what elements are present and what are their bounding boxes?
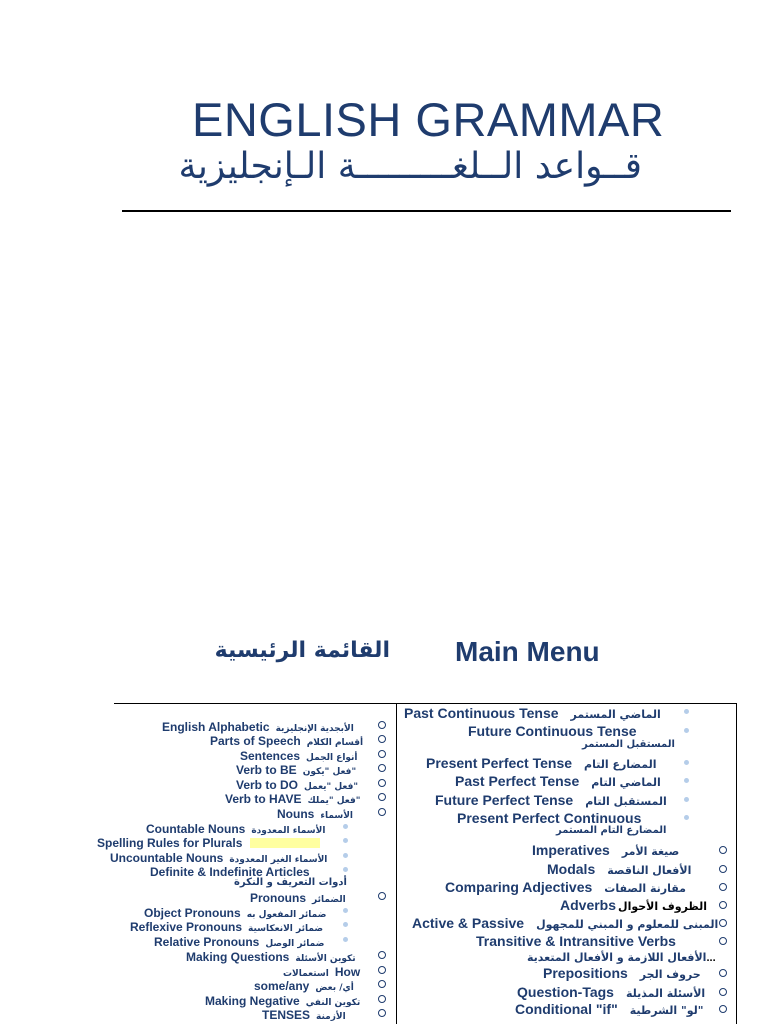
bullet-circle-icon (378, 779, 386, 787)
menu-link-past-perfect[interactable]: Past Perfect Tense الماضي التام (455, 773, 661, 789)
articles-arabic-label: أدوات التعريف و النكرة (234, 877, 347, 888)
bullet-circle-icon (719, 988, 727, 996)
menu-link-modals[interactable]: Modals الأفعال الناقصة (547, 861, 692, 877)
menu-link-active-passive[interactable]: Active & Passive المبنى للمعلوم و المبني للمجهول (412, 915, 719, 931)
menu-link-english-alphabetic[interactable]: English Alphabetic الأبجدية الإنجليزية (162, 720, 354, 734)
bullet-circle-icon (719, 883, 727, 891)
bullet-dot-icon (343, 908, 348, 913)
future-continuous-arabic-label: المستقبل المستمر (582, 739, 675, 750)
menu-link-tenses[interactable]: TENSES الأزمنة (262, 1008, 346, 1022)
menu-link-making-questions[interactable]: Making Questions تكوين الأسئلة (186, 950, 356, 964)
menu-column-divider (396, 703, 397, 1024)
menu-link-sentences[interactable]: Sentences أنواع الجمل (240, 749, 358, 763)
highlight-mark (250, 838, 320, 848)
menu-link-object-pronouns[interactable]: Object Pronouns ضمائر المفعول به (144, 906, 327, 920)
menu-link-future-perfect[interactable]: Future Perfect Tense المستقبل التام (435, 792, 667, 808)
bullet-dot-icon (343, 853, 348, 858)
bullet-circle-icon (719, 1005, 727, 1013)
menu-link-parts-of-speech[interactable]: Parts of Speech أقسام الكلام (210, 734, 364, 748)
bullet-circle-icon (378, 750, 386, 758)
menu-link-reflexive-pronouns[interactable]: Reflexive Pronouns ضمائر الانعكاسية (130, 920, 324, 934)
bullet-dot-icon (684, 760, 689, 765)
present-perfect-continuous-arabic-label: المضارع التام المستمر (556, 825, 667, 836)
bullet-circle-icon (378, 793, 386, 801)
title-english: ENGLISH GRAMMAR (192, 93, 665, 146)
bullet-circle-icon (719, 937, 727, 945)
menu-link-relative-pronouns[interactable]: Relative Pronouns ضمائر الوصل (154, 935, 325, 949)
menu-link-verb-to-do[interactable]: Verb to DO فعل "يعمل" (236, 778, 359, 792)
menu-link-transitive-intransitive[interactable]: Transitive & Intransitive Verbs (476, 933, 676, 949)
bullet-dot-icon (684, 797, 689, 802)
menu-link-prepositions[interactable]: Prepositions حروف الجر (543, 965, 701, 981)
menu-link-nouns[interactable]: Nouns الأسماء (277, 807, 353, 821)
bullet-dot-icon (684, 778, 689, 783)
menu-link-articles[interactable]: Definite & Indefinite Articles (150, 865, 310, 879)
bullet-dot-icon (343, 824, 348, 829)
bullet-dot-icon (684, 709, 689, 714)
bullet-dot-icon (343, 922, 348, 927)
bullet-circle-icon (378, 721, 386, 729)
transitive-arabic-label: الأفعال اللازمة و الأفعال المتعدية... (527, 951, 716, 964)
bullet-dot-icon (684, 815, 689, 820)
menu-link-verb-to-have[interactable]: Verb to HAVE فعل "يملك" (225, 792, 361, 806)
menu-link-comparing-adjectives[interactable]: Comparing Adjectives مقارنة الصفات (445, 879, 686, 895)
menu-link-conditional-if[interactable]: Conditional "if" لو" الشرطية" (515, 1001, 704, 1017)
bullet-dot-icon (343, 867, 348, 872)
menu-link-present-perfect-continuous[interactable]: Present Perfect Continuous (457, 810, 642, 826)
menu-link-imperatives[interactable]: Imperatives صيغة الأمر (532, 842, 680, 858)
menu-link-question-tags[interactable]: Question-Tags الأسئلة المذيلة (517, 984, 706, 1000)
menu-link-adverbs[interactable]: Adverbs الظروف الأحوال (560, 897, 708, 913)
bullet-dot-icon (343, 937, 348, 942)
menu-link-countable-nouns[interactable]: Countable Nouns الأسماء المعدودة (146, 822, 326, 836)
menu-link-how[interactable]: استعمالات How (283, 965, 361, 979)
bullet-dot-icon (684, 728, 689, 733)
bullet-circle-icon (719, 969, 727, 977)
bullet-circle-icon (378, 966, 386, 974)
menu-link-future-continuous[interactable]: Future Continuous Tense (468, 723, 637, 739)
menu-table-border-top (114, 703, 737, 704)
bullet-circle-icon (719, 865, 727, 873)
bullet-circle-icon (378, 951, 386, 959)
bullet-circle-icon (378, 808, 386, 816)
bullet-circle-icon (719, 919, 727, 927)
bullet-circle-icon (719, 901, 727, 909)
title-arabic: قــواعد الــلغـــــــــة الـإنجليزية (178, 146, 642, 187)
menu-link-verb-to-be[interactable]: Verb to BE فعل "يكون" (236, 763, 357, 777)
bullet-dot-icon (343, 838, 348, 843)
bullet-circle-icon (378, 980, 386, 988)
menu-link-making-negative[interactable]: Making Negative تكوين النفي (205, 994, 361, 1008)
menu-link-uncountable-nouns[interactable]: Uncountable Nouns الأسماء الغير المعدودة (110, 851, 328, 865)
menu-title-arabic: القائمة الرئيسية (214, 638, 390, 663)
bullet-circle-icon (378, 735, 386, 743)
bullet-circle-icon (378, 764, 386, 772)
menu-link-present-perfect[interactable]: Present Perfect Tense المضارع التام (426, 755, 657, 771)
title-divider (122, 210, 731, 212)
menu-link-past-continuous[interactable]: Past Continuous Tense الماضي المستمر (404, 705, 661, 721)
menu-link-pronouns[interactable]: Pronouns الضمائر (250, 891, 346, 905)
bullet-circle-icon (719, 846, 727, 854)
menu-title-english: Main Menu (455, 636, 600, 667)
menu-table-border-right (736, 703, 737, 1024)
menu-link-some-any[interactable]: some/any أي/ بعض (254, 979, 354, 993)
menu-link-spelling-rules-plurals[interactable]: Spelling Rules for Plurals (97, 835, 320, 851)
bullet-circle-icon (378, 1009, 386, 1017)
bullet-circle-icon (378, 995, 386, 1003)
bullet-circle-icon (378, 892, 386, 900)
